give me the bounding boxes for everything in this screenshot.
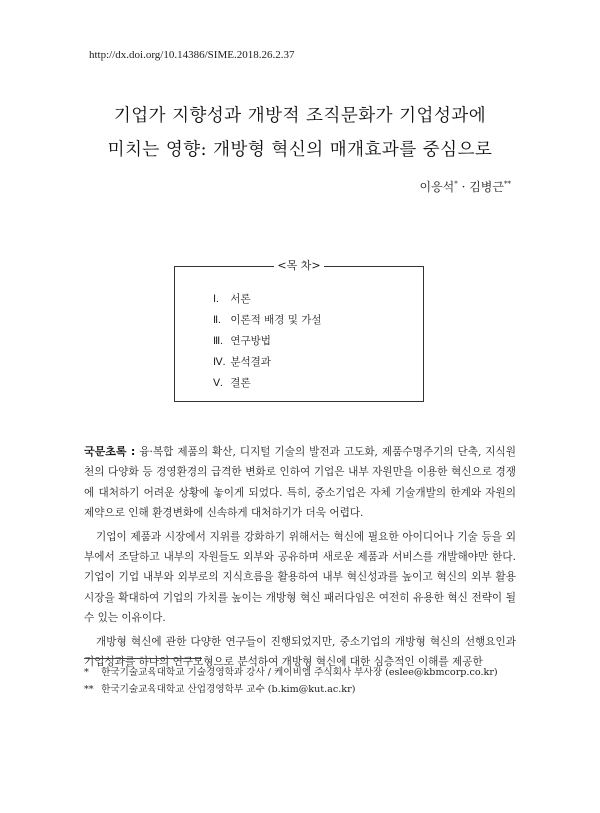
toc-item (213, 331, 322, 352)
toc-item-label: 서론 (230, 293, 251, 305)
toc-item-number: Ⅴ. (213, 378, 223, 389)
abstract-label: 국문초록 : (84, 445, 136, 458)
toc-item (213, 289, 322, 310)
toc-item-number: Ⅳ. (213, 357, 226, 368)
title-line-2: 미치는 영향: 개방형 혁신의 매개효과를 중심으로 (107, 140, 493, 160)
footnote (84, 681, 524, 698)
toc-item-number: Ⅰ. (213, 294, 219, 305)
footnote-text: 한국기술교육대학교 기술경영학과 강사 / 케이비엠 주식회사 부사장 (eslee@kbmcorp.co.kr) (101, 667, 498, 678)
toc-item (213, 373, 322, 394)
author-footnote-mark: ** (504, 180, 511, 188)
footnote-mark: ** (84, 684, 94, 695)
footnote-divider (84, 658, 202, 659)
doi-link[interactable]: http://dx.doi.org/10.14386/SIME.2018.26.2.37 (89, 49, 295, 61)
author-separator: · (457, 180, 470, 194)
toc-list (213, 289, 322, 394)
author-name: 이응석 (419, 180, 455, 194)
toc-item-label: 연구방법 (230, 335, 271, 347)
toc-item-number: Ⅱ. (213, 315, 221, 326)
abstract-paragraph: 기업이 제품과 시장에서 지위를 강화하기 위해서는 혁신에 필요한 아이디어나 기술 등을 외부에서 조달하고 내부의 자원들도 외부와 공유하며 새로운 제품과 서비스를 개발해야만 한다. 기업이 기업 내부와 외부로의 지식흐름을 활용하여 내부 혁신성과를 높이고 혁신의 외부 활용시장을 확대하여 기업의 가치를 높이는 개방형 혁신 패러다임은 여전히 유용한 혁신 전략이 될 수 있는 이유이다. (84, 530, 516, 625)
toc-item-label: 이론적 배경 및 가설 (230, 314, 322, 326)
title-line-1: 기업가 지향성과 개방적 조직문화가 기업성과에 (113, 106, 487, 126)
table-of-contents (174, 259, 424, 402)
abstract-paragraph (84, 442, 516, 524)
toc-title: <목 차> (175, 258, 423, 274)
toc-item-label: 분석결과 (230, 356, 271, 368)
footnote-text: 한국기술교육대학교 산업경영학부 교수 (b.kim@kut.ac.kr) (101, 684, 356, 695)
footnote-mark: * (84, 667, 89, 678)
abstract-text: 융·복합 제품의 확산, 디지털 기술의 발전과 고도화, 제품수명주기의 단축, 지식원천의 다양화 등 경영환경의 급격한 변화로 인하여 기업은 내부 자원만을 이용한 혁신으로 경쟁에 대처하기 어려운 상황에 놓이게 되었다. 특히, 중소기업은 자체 기술개발의 한계와 자원의 제약으로 인해 환경변화에 신속하게 대처하기가 더욱 어렵다. (84, 446, 517, 520)
toc-item-number: Ⅲ. (213, 336, 223, 347)
toc-item (213, 352, 322, 373)
abstract (84, 442, 516, 672)
abstract-paragraph: 개방형 혁신에 관한 다양한 연구들이 진행되었지만, 중소기업의 개방형 혁신의 선행요인과 기업성과를 하나의 연구모형으로 분석하여 개방형 혁신에 대한 심층적인 이해를 제공한 (84, 635, 516, 669)
paper-title (70, 99, 530, 167)
footnotes (84, 664, 524, 698)
footnote (84, 664, 524, 681)
author-list (419, 178, 511, 195)
author-name: 김병근 (469, 180, 504, 194)
toc-item (213, 310, 322, 331)
toc-item-label: 결론 (230, 377, 251, 389)
author-footnote-mark: * (454, 180, 458, 188)
